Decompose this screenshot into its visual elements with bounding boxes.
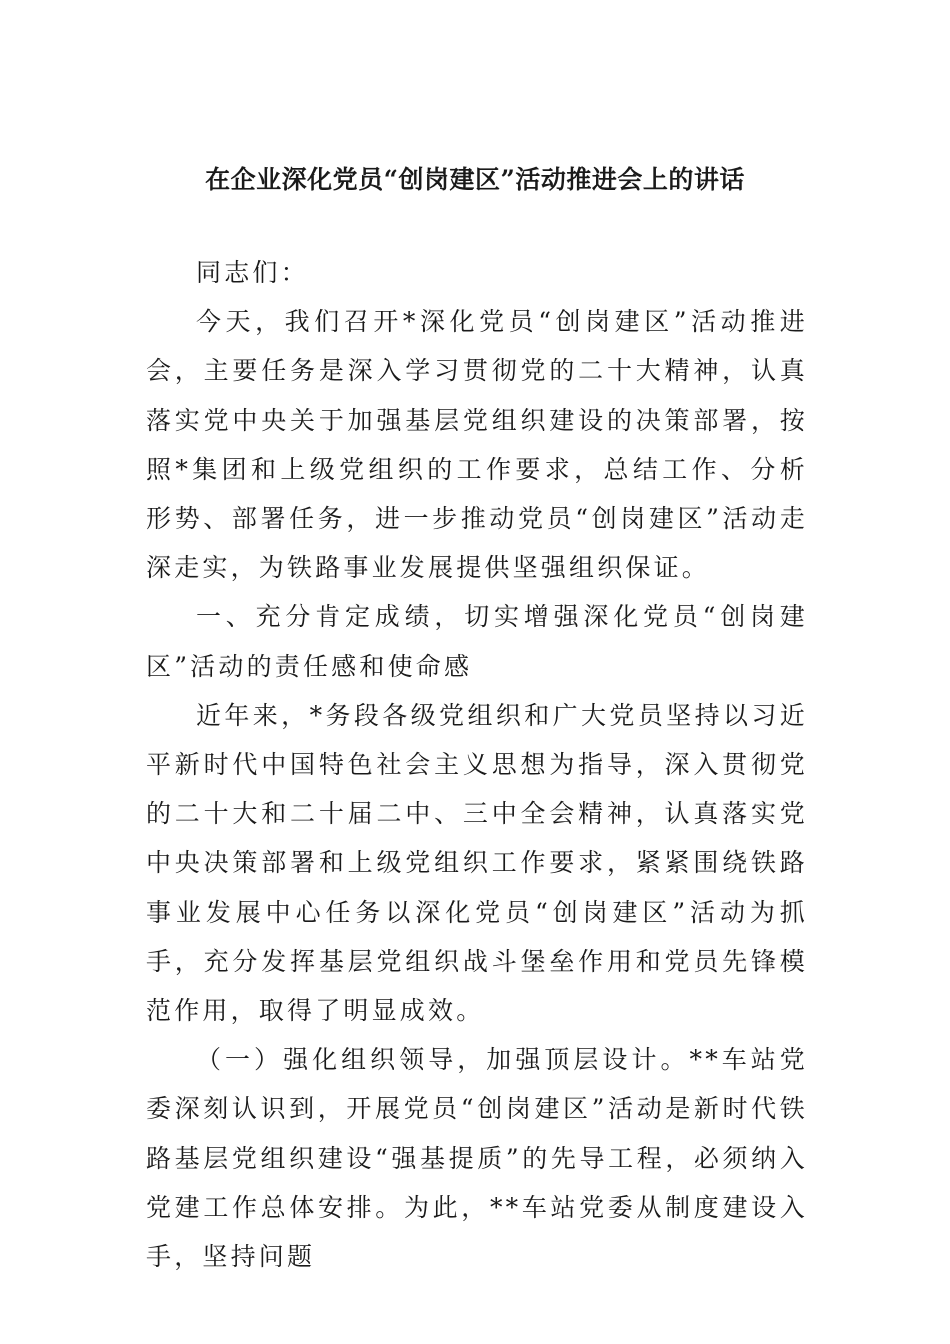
document-body bbox=[146, 248, 808, 1281]
subsection-paragraph-1: （一）强化组织领导，加强顶层设计。**车站党委深刻认识到，开展党员“创岗建区”活动是新时代铁路基层党组织建设“强基提质”的先导工程，必须纳入党建工作总体安排。为此，**车站党委从制度建设入手，坚持问题 bbox=[146, 1045, 808, 1272]
document-title: 在企业深化党员“创岗建区”活动推进会上的讲话 bbox=[205, 165, 745, 194]
salutation-paragraph: 同志们： bbox=[196, 258, 309, 287]
body-paragraph: 近年来，*务段各级党组织和广大党员坚持以习近平新时代中国特色社会主义思想为指导，深入贯彻党的二十大和二十届二中、三中全会精神，认真落实党中央决策部署和上级党组织工作要求，紧紧围绕铁路事业发展中心任务以深化党员“创岗建区”活动为抓手，充分发挥基层党组织战斗堡垒作用和党员先锋模范作用，取得了明显成效。 bbox=[146, 700, 808, 1026]
section-heading-1: 一、充分肯定成绩，切实增强深化党员“创岗建区”活动的责任感和使命感 bbox=[146, 602, 808, 681]
intro-paragraph: 今天，我们召开*深化党员“创岗建区”活动推进会，主要任务是深入学习贯彻党的二十大精神，认真落实党中央关于加强基层党组织建设的决策部署，按照*集团和上级党组织的工作要求，总结工作、分析形势、部署任务，进一步推动党员“创岗建区”活动走深走实，为铁路事业发展提供坚强组织保证。 bbox=[146, 307, 808, 583]
